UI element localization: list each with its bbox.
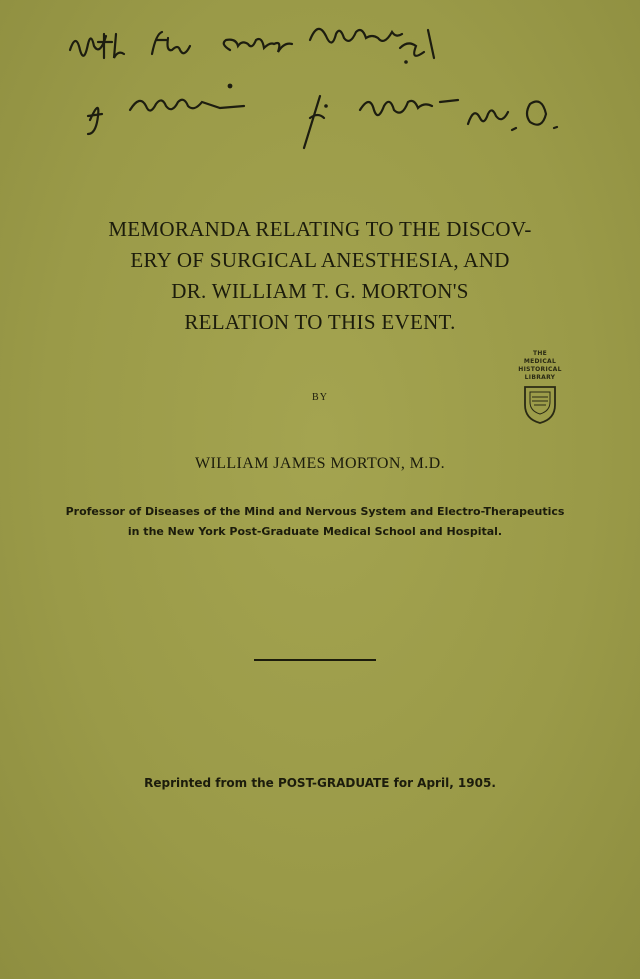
professorship-line: Professor of Diseases of the Mind and Nervous System and Electro-Therapeutics	[65, 505, 565, 518]
handwritten-inscription	[60, 20, 600, 150]
title-line: MEMORANDA RELATING TO THE DISCOV-	[108, 217, 532, 241]
by-label: BY	[312, 392, 328, 403]
stamp-line: MEDICAL	[523, 358, 557, 365]
author-professorship	[50, 502, 580, 542]
title-line: DR. WILLIAM T. G. MORTON'S	[171, 279, 469, 303]
author-name: WILLIAM JAMES MORTON, M.D.	[194, 455, 446, 472]
library-stamp	[508, 350, 572, 440]
stamp-line: HISTORICAL	[518, 366, 562, 373]
horizontal-divider	[254, 659, 376, 661]
professorship-line: in the New York Post-Graduate Medical School and Hospital.	[127, 525, 503, 538]
reprint-note: Reprinted from the POST-GRADUATE for April, 1905.	[144, 776, 496, 790]
shield-seal-icon	[522, 384, 558, 426]
stamp-line: LIBRARY	[524, 374, 556, 381]
title-line: ERY OF SURGICAL ANESTHESIA, AND	[130, 248, 510, 272]
title-line: RELATION TO THIS EVENT.	[184, 310, 456, 334]
stamp-line: THE	[532, 350, 548, 357]
handwriting-signature-icon	[60, 20, 600, 150]
document-title	[40, 214, 600, 338]
